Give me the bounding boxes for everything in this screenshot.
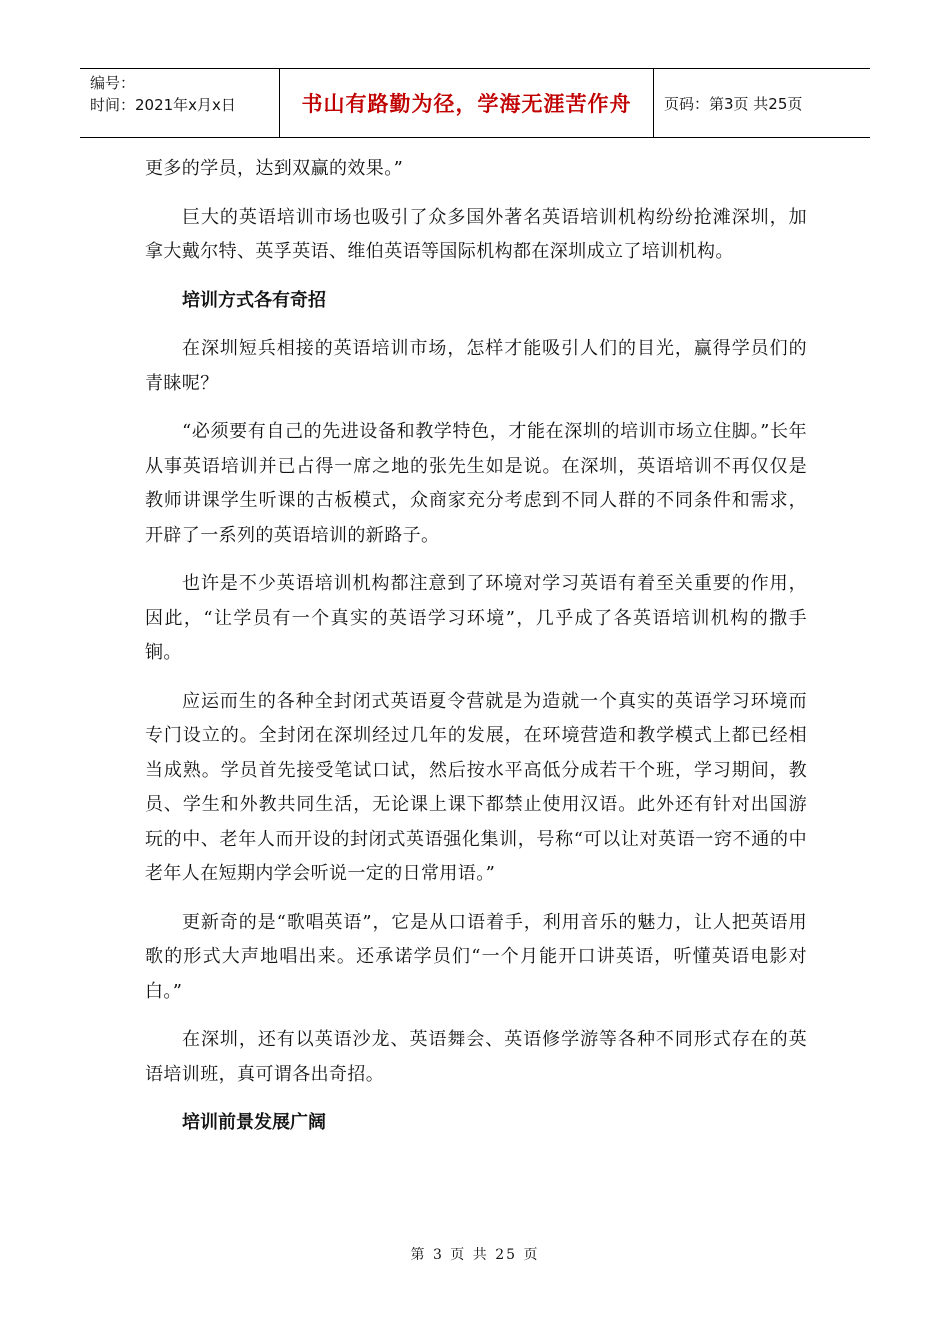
header-motto: 书山有路勤为径，学海无涯苦作舟 (280, 69, 654, 137)
section-heading: 培训前景发展广阔 (182, 1112, 326, 1133)
section-heading: 培训方式各有奇招 (182, 289, 326, 311)
body-paragraph: 在深圳，还有以英语沙龙、英语舞会、英语修学游等各种不同形式存在的英语培训班，真可谓各出奇招。 (145, 1029, 807, 1085)
body-paragraph: “必须要有自己的先进设备和教学特色，才能在深圳的培训市场立住脚。”长年从事英语培训并已占得一席之地的张先生如是说。在深圳，英语培训不再仅仅是教师讲课学生听课的古板模式，众商家充分考虑到不同人群的不同条件和需求，开辟了一系列的英语培训的新路子。 (145, 421, 807, 546)
body-paragraph: 在深圳短兵相接的英语培训市场，怎样才能吸引人们的目光，赢得学员们的青睐呢？ (145, 338, 807, 394)
body-paragraph: 更新奇的是“歌唱英语”，它是从口语着手，利用音乐的魅力，让人把英语用歌的形式大声地唱出来。还承诺学员们“一个月能开口讲英语，听懂英语电影对白。” (145, 911, 807, 1002)
body-paragraph: 巨大的英语培训市场也吸引了众多国外著名英语培训机构纷纷抢滩深圳，加拿大戴尔特、英孚英语、维伯英语等国际机构都在深圳成立了培训机构。 (145, 206, 807, 262)
number-label: 编号： (90, 74, 136, 92)
body-paragraph: 也许是不少英语培训机构都注意到了环境对学习英语有着至关重要的作用，因此，“让学员有一个真实的英语学习环境”，几乎成了各英语培训机构的撒手锏。 (145, 573, 807, 663)
body-paragraph: 应运而生的各种全封闭式英语夏令营就是为造就一个真实的英语学习环境而专门设立的。全封闭在深圳经过几年的发展，在环境营造和教学模式上都已经相当成熟。学员首先接受笔试口试，然后按水平高低分成若干个班，学习期间，教员、学生和外教共同生活，无论课上课下都禁止使用汉语。此外还有针对出国游玩的中、老年人而开设的封闭式英语强化集训，号称“可以让对英语一窍不通的中老年人在短期内学会听说一定的日常用语。” (145, 690, 807, 884)
header-meta (80, 69, 280, 137)
header-page-info: 页码：第3页 共25页 (664, 94, 803, 113)
page-header (80, 68, 870, 138)
page-footer: 第 3 页 共 25 页 (410, 1247, 540, 1263)
date-label: 时间：2021年x月x日 (90, 96, 236, 114)
body-paragraph: 更多的学员，达到双赢的效果。” (145, 158, 404, 179)
document-body (145, 152, 807, 1155)
